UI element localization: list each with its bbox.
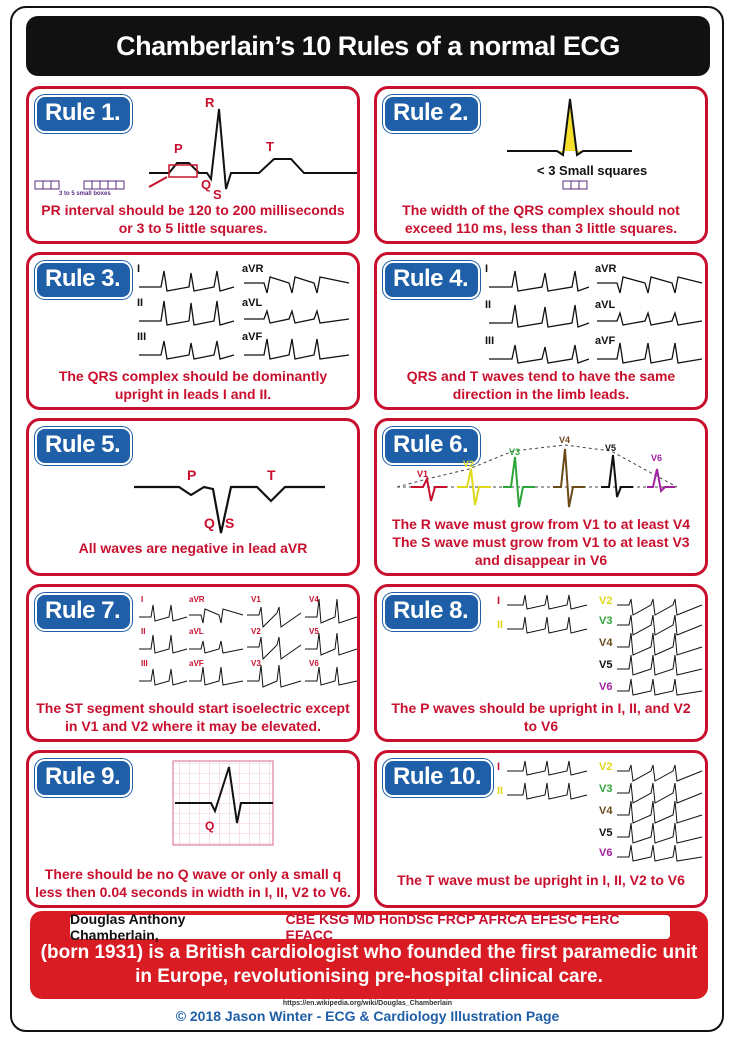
source-url[interactable]: https://en.wikipedia.org/wiki/Douglas_Chamberlain (282, 1000, 453, 1007)
rule-10-label: Rule 10. (383, 759, 493, 797)
bio-name: Douglas Anthony Chamberlain, (70, 911, 186, 943)
lead-label-v6: V6 (651, 453, 663, 463)
lead-label: aVL (189, 627, 204, 636)
rule-8-ecg-traces (377, 587, 708, 707)
wave-label-s: S (213, 187, 222, 202)
lead-label-v2: V2 (599, 595, 613, 607)
bio-header (70, 911, 670, 943)
rule-10-text: The T wave must be upright in I, II, V2 to V6 (397, 872, 685, 888)
lead-label-v1: V1 (417, 469, 429, 479)
rule-5-text: All waves are negative in lead aVR (78, 540, 308, 556)
lead-label-v4: V4 (599, 805, 613, 817)
lead-label-v5: V5 (599, 659, 613, 671)
bio-panel (30, 911, 708, 999)
lead-label-v6: V6 (599, 681, 613, 693)
lead-label: V1 (251, 595, 261, 604)
lead-label-v3: V3 (509, 447, 521, 457)
rule-2-label: Rule 2. (383, 95, 480, 133)
lead-label: aVR (189, 595, 205, 604)
lead-label: V2 (251, 627, 261, 636)
wave-label-q: Q (204, 515, 215, 531)
lead-label: V4 (309, 595, 319, 604)
rule-8-label: Rule 8. (383, 593, 480, 631)
rule-7-text: The ST segment should start isoelectric except in V1 and V2 where it may be elevated. (36, 700, 350, 734)
rule-6-text: The R wave must grow from V1 to at least V4 The S wave must grow from V1 to at least V3 and disappear in V6 (392, 516, 690, 568)
rule-9-q-wave-diagram (29, 753, 360, 873)
lead-label: aVF (242, 331, 263, 343)
lead-label-v5: V5 (599, 827, 613, 839)
lead-label: I (485, 263, 489, 275)
wave-label-r: R (205, 95, 215, 110)
wave-label-t: T (266, 139, 274, 154)
rule-2-text: The width of the QRS complex should not exceed 110 ms, less than 3 little squares. (402, 202, 680, 236)
lead-label: aVR (595, 263, 617, 275)
lead-label-v4: V4 (599, 637, 613, 649)
lead-label-i: I (497, 761, 501, 773)
rule-1-text: PR interval should be 120 to 200 milliseconds or 3 to 5 little squares. (41, 202, 345, 236)
lead-label: III (137, 331, 147, 343)
lead-label: V3 (251, 659, 261, 668)
rule-4-card (374, 252, 708, 410)
rule-2-card (374, 86, 708, 244)
lead-label-v3: V3 (599, 783, 613, 795)
lead-label: III (485, 335, 495, 347)
rule-7-label: Rule 7. (35, 593, 132, 631)
lead-label-v6: V6 (599, 847, 613, 859)
wave-label-s: S (225, 515, 235, 531)
rule-3-text: The QRS complex should be dominantly upright in leads I and II. (58, 368, 328, 402)
wave-label-p: P (187, 467, 197, 483)
lead-label: aVR (242, 263, 264, 275)
wave-label-t: T (267, 467, 276, 483)
lead-label-v2: V2 (463, 459, 475, 469)
lead-label-v2: V2 (599, 761, 613, 773)
rule-4-ecg-traces (377, 255, 708, 375)
lead-label: aVF (595, 335, 616, 347)
lead-label: V6 (309, 659, 319, 668)
rule-9-label: Rule 9. (35, 759, 132, 797)
rule-8-card (374, 584, 708, 742)
small-boxes-caption: 3 to 5 small boxes (59, 191, 111, 197)
rule-6-label: Rule 6. (383, 427, 480, 465)
rule-9-card (26, 750, 360, 908)
bio-text: (born 1931) is a British cardiologist who founded the first paramedic unit in Europe, revolutionising pre-hospital clinical care. (40, 942, 698, 987)
lead-label: I (137, 263, 141, 275)
lead-label: II (137, 297, 144, 309)
rule-9-text: There should be no Q wave or only a small q less then 0.04 seconds in width in I, II, V2 to V6. (35, 866, 351, 900)
rule-10-card (374, 750, 708, 908)
rule-2-qrs-diagram (377, 89, 708, 209)
rule-1-card (26, 86, 360, 244)
rule-7-card (26, 584, 360, 742)
lead-label: aVF (189, 659, 204, 668)
lead-label-ii: II (497, 619, 504, 631)
rule-8-text: The P waves should be upright in I, II, and V2 to V6 (391, 700, 691, 734)
lead-label: I (141, 595, 144, 604)
wave-label-p: P (174, 141, 183, 156)
rule-1-label: Rule 1. (35, 95, 132, 133)
rule-5-label: Rule 5. (35, 427, 132, 465)
lead-label-v5: V5 (605, 443, 617, 453)
wave-label-q: Q (201, 177, 212, 192)
lead-label: II (485, 299, 492, 311)
rule-10-ecg-traces (377, 753, 708, 873)
rule-3-ecg-traces (29, 255, 360, 375)
rule-5-card (26, 418, 360, 576)
lead-label: II (141, 627, 146, 636)
lead-label: III (141, 659, 148, 668)
rule-3-card (26, 252, 360, 410)
lead-label-v4: V4 (559, 435, 571, 445)
page-title: Chamberlain’s 10 Rules of a normal ECG (26, 16, 710, 76)
rule-2-caption: < 3 Small squares (537, 163, 648, 178)
lead-label: aVL (595, 299, 616, 311)
rule-3-label: Rule 3. (35, 261, 132, 299)
bio-credentials: CBE KSG MD HonDSc FRCP AFRCA EFESC FERC EFACC (285, 911, 620, 943)
lead-label-i: I (497, 595, 501, 607)
lead-label-ii: II (497, 785, 504, 797)
rule-6-card (374, 418, 708, 576)
lead-label: aVL (242, 297, 263, 309)
rule-7-12-lead-ecg (29, 587, 360, 707)
wave-label-q: Q (205, 819, 215, 833)
lead-label-v3: V3 (599, 615, 613, 627)
rule-4-text: QRS and T waves tend to have the same direction in the limb leads. (406, 368, 676, 402)
lead-label: V5 (309, 627, 319, 636)
rule-4-label: Rule 4. (383, 261, 480, 299)
copyright-credit: © 2018 Jason Winter - ECG & Cardiology Illustration Page (175, 1008, 560, 1024)
